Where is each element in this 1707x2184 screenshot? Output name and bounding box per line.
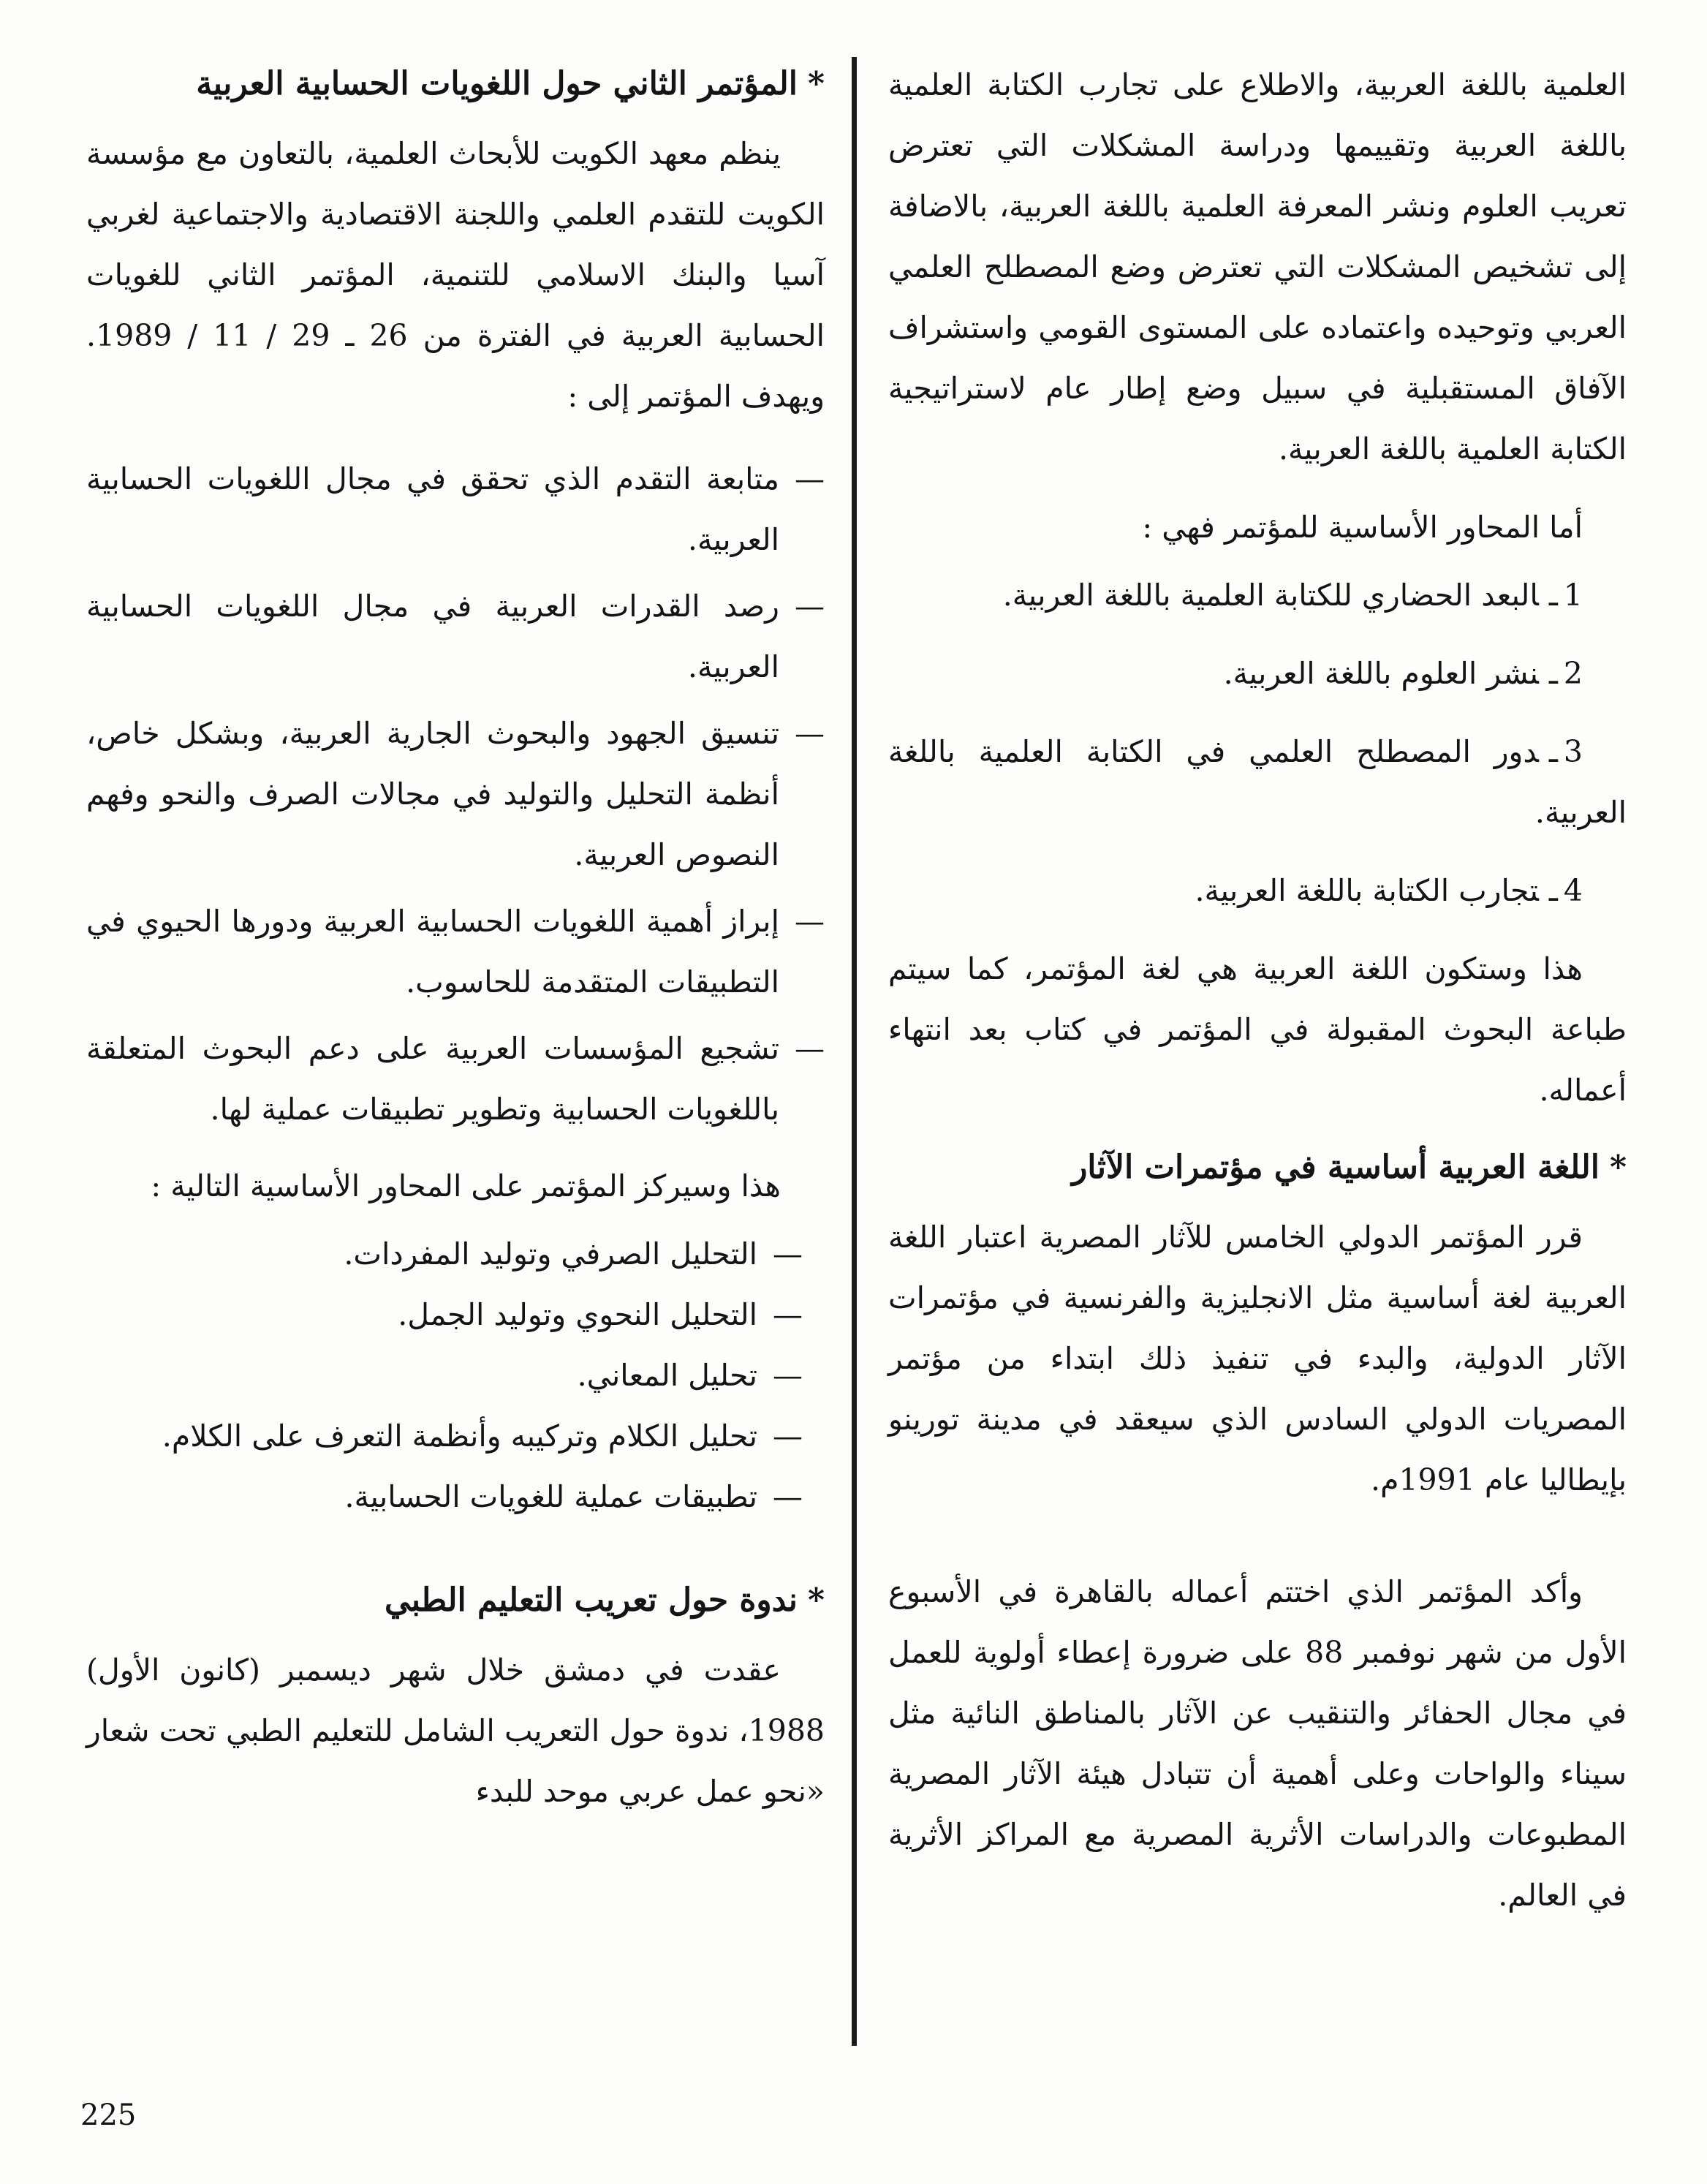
section-heading-text: ندوة حول تعريب التعليم الطبي [385, 1582, 798, 1619]
axis-separator: ـ [1548, 578, 1558, 613]
goal-item: — تشجيع المؤسسات العربية على دعم البحوث المتعلقة باللغويات الحسابية وتطوير تطبيقات عملية لها. [86, 1019, 825, 1140]
focus-axis-item: — تطبيقات عملية للغويات الحسابية. [86, 1467, 803, 1527]
goal-item: — تنسيق الجهود والبحوث الجارية العربية، وبشكل خاص، أنظمة التحليل والتوليد في مجالات الصرف والنحو وفهم النصوص العربية. [86, 703, 825, 885]
section-heading-text: اللغة العربية أساسية في مؤتمرات الآثار [1072, 1149, 1600, 1186]
axes-intro: أما المحاور الأساسية للمؤتمر فهي : [1142, 510, 1583, 545]
conference-paragraph: ينظم معهد الكويت للأبحاث العلمية، بالتعاون مع مؤسسة الكويت للتقدم العلمي واللجنة الاقتصادية والاجتماعية لغربي آسيا والبنك الاسلامي للتنمية، المؤتمر الثاني للغويات الحسابية العربية في الفترة من 26 ـ 29 / 11 / 1989. ويهدف المؤتمر إلى : [86, 136, 825, 414]
page-number: 225 [80, 2098, 137, 2132]
focus-axis-item: — تحليل الكلام وتركيبه وأنظمة التعرف على الكلام. [86, 1406, 803, 1467]
axis-item [888, 643, 1627, 704]
axis-separator: ـ [1548, 734, 1558, 769]
axis-separator: ـ [1548, 656, 1558, 691]
archaeology-paragraph-2: وأكد المؤتمر الذي اختتم أعماله بالقاهرة في الأسبوع الأول من شهر نوفمبر 88 على ضرورة إعطاء أولوية للعمل في مجال الحفائر والتنقيب عن الآثار بالمناطق النائية مثل سيناء والواحات وعلى أهمية أن تتبادل هيئة الآثار المصرية المطبوعات والدراسات الأثرية المصرية مع المراكز الأثرية في العالم. [888, 1574, 1627, 1913]
section-heading-medical-arabization [86, 1571, 825, 1630]
focus-axis-item: — تحليل المعاني. [86, 1345, 803, 1406]
axis-number: 2 [1563, 656, 1583, 691]
symposium-paragraph: عقدت في دمشق خلال شهر ديسمبر (كانون الأول) 1988، ندوة حول التعريب الشامل للتعليم الطبي تحت شعار «نحو عمل عربي موحد للبدء [86, 1652, 825, 1809]
section-heading-archaeology [888, 1138, 1627, 1197]
left-column [86, 55, 825, 1840]
asterisk-marker: * [1609, 1149, 1627, 1186]
column-divider [852, 57, 857, 2046]
conference-goals-list [86, 449, 825, 1140]
axis-text: تجارب الكتابة باللغة العربية. [1195, 873, 1539, 908]
axis-text: نشر العلوم باللغة العربية. [1223, 656, 1539, 691]
asterisk-marker: * [807, 65, 825, 102]
focus-paragraph: هذا وسيركز المؤتمر على المحاور الأساسية التالية : [151, 1168, 781, 1204]
goal-item: — رصد القدرات العربية في مجال اللغويات الحسابية العربية. [86, 576, 825, 698]
language-paragraph: هذا وستكون اللغة العربية هي لغة المؤتمر، كما سيتم طباعة البحوث المقبولة في المؤتمر في كتاب بعد انتهاء أعماله. [888, 951, 1627, 1108]
section-heading-text: المؤتمر الثاني حول اللغويات الحسابية العربية [196, 65, 798, 102]
focus-axis-item: — التحليل الصرفي وتوليد المفردات. [86, 1224, 803, 1285]
axis-text: البعد الحضاري للكتابة العلمية باللغة العربية. [1002, 578, 1539, 613]
right-column [888, 55, 1627, 1943]
axis-number: 1 [1563, 578, 1583, 613]
axis-item [888, 722, 1627, 843]
axis-text: دور المصطلح العلمي في الكتابة العلمية باللغة العربية. [888, 734, 1627, 830]
axis-item [888, 861, 1627, 921]
focus-axis-item: — التحليل النحوي وتوليد الجمل. [86, 1285, 803, 1345]
goal-item: — إبراز أهمية اللغويات الحسابية العربية ودورها الحيوي في التطبيقات المتقدمة للحاسوب. [86, 891, 825, 1013]
axis-item [888, 565, 1627, 626]
section-heading-computational-linguistics [86, 55, 825, 113]
archaeology-paragraph-1: قرر المؤتمر الدولي الخامس للآثار المصرية اعتبار اللغة العربية لغة أساسية مثل الانجليزية والفرنسية في مؤتمرات الآثار الدولية، والبدء في تنفيذ ذلك ابتداء من مؤتمر المصريات الدولي السادس الذي سيعقد في مدينة تورينو بإيطاليا عام 1991م. [888, 1220, 1627, 1497]
axis-separator: ـ [1548, 873, 1558, 908]
goal-item: — متابعة التقدم الذي تحقق في مجال اللغويات الحسابية العربية. [86, 449, 825, 570]
axes-list [888, 565, 1627, 921]
intro-paragraph: العلمية باللغة العربية، والاطلاع على تجارب الكتابة العلمية باللغة العربية وتقييمها ودراسة المشكلات التي تعترض تعريب العلوم ونشر المعرفة العلمية باللغة العربية، بالاضافة إلى تشخيص المشكلات التي تعترض وضع المصطلح العلمي العربي وتوحيده واعتماده على المستوى القومي واستشراف الآفاق المستقبلية في سبيل وضع إطار عام لاستراتيجية الكتابة العلمية باللغة العربية. [888, 67, 1627, 466]
axis-number: 3 [1563, 734, 1583, 769]
axis-number: 4 [1563, 873, 1583, 908]
focus-axes-list [86, 1224, 825, 1527]
asterisk-marker: * [807, 1582, 825, 1619]
